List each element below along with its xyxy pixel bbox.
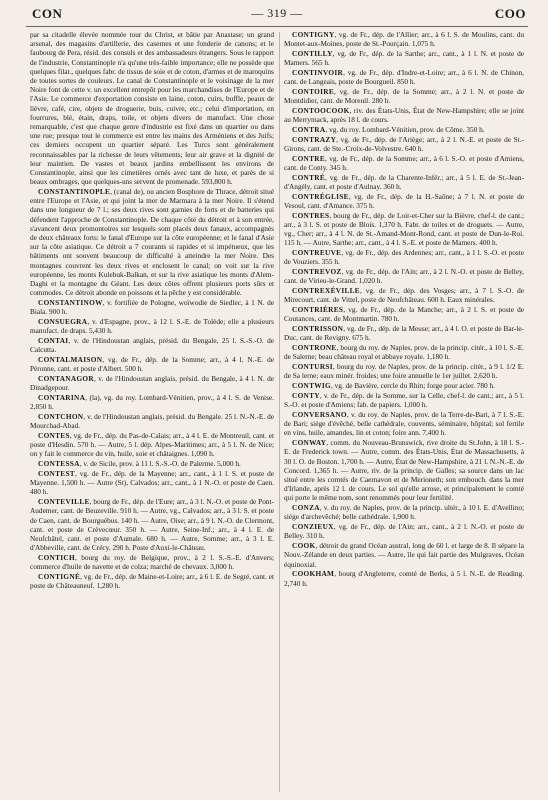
entry-headword: CONTIGNÉ [38, 572, 81, 582]
dictionary-entry: CONSTANTINOPLE, (canal de), ou ancien Bosphore de Thrace, détroit situé entre l'Europe et l'Asie, et qui joint la mer de Marmara à la mer Noire. Il s'étend dans une longueur de 7 l.; ses deux rives sont garnies de forts et de batteries qui défendent l'approche de Constantinople. De chaque côté du détroit et à son entrée, s'avancent deux promontoires sur lesquels sont placés deux fanaux, accompagnés de deux châteaux forts: le fanal d'Europe sur la côte européenne; et le fanal d'Asie sur la côte asiatique. Ce détroit a 7 courants si rapides et si impétueux, que les bâtiments ont souvent beaucoup de difficulté à atteindre la mer Noire. Des montagnes couvrent les deux rives et enclosent le canal; on voit sur la rive européenne, les monts Kulebuk-Balkan, et sur la rive asiatique les monts d'Alem-Daghi et la montagne du Géant. Les deux côtes offrent plusieurs ports sûrs et commodes. Ce détroit abonde en poissons et la pêche y est considérable. [30, 187, 274, 298]
dictionary-entry: CONTRISSON, vg. de Fr., dép. de la Meuse; arr., à 4 l. O. et poste de Bar-le-Duc, cant. de Revigny. 675 h. [284, 324, 524, 343]
dictionary-entry: CONTINVOIR, vg. de Fr., dép. d'Indre-et-Loire; arr., à 6 l. N. de Chinon, cant. de Langeais, poste de Bourgueil. 850 h. [284, 68, 524, 87]
entry-headword: CONTRE [292, 153, 326, 163]
dictionary-entry: CONZIEUX, vg. de Fr., dép. de l'Ain; arr., cant., à 2 l. N.-O. et poste de Belley. 310 h. [284, 522, 524, 541]
entry-headword: CONTARINA [38, 393, 86, 403]
entry-text: vg. de Fr., dép. de la Manche; arr., à 2 l. S. et poste de Coutances, cant. de Montmartin. 780 h. [284, 305, 524, 324]
dictionary-entry: CONTRIÈRES, vg. de Fr., dép. de la Manche; arr., à 2 l. S. et poste de Coutances, cant. de Montmartin. 780 h. [284, 305, 524, 324]
entry-headword: CONWAY [292, 438, 327, 448]
dictionary-entry: CONWAY, comm. du Nouveau-Brunswick, rive droite du St.John, à 18 l. S.-E. de Frederick town. — Autre, comm. des États-Unis, État de Massachusetts, à 30 l. O. de Boston. 1,700 h. — Autre, État de New-Hampshire, à 21 l. N.-N.-E. de Concord. 1,365 h. — Autre, riv. de la princip. de Galles; sa source dans un lac situé entre les comtés de Caernavon et de Merioneth; son embouch. dans la mer d'Irlande, après 12 l. de cours. Le sol qu'elle arrose, et principalement le comté qui porte le même nom, sont renommés pour leur fertilité. [284, 438, 524, 503]
entry-headword: CONTILLY [292, 49, 333, 58]
entry-text: bourg de Fr., dép. de l'Eure; arr., à 3 l. N.-O. et poste de Pont-Audemer, cant. de Beuzeville. 910 h. — Autre, vg., Calvados; arr., à 3 l. S. et poste de Caen, cant. de Bourguébus. 140 h. — Autre, Oise; arr., à 9 l. N.-O. de Clermont, cant. et poste de Crèvecœur. 350 h. — Autre, Seine-Inf.; arr., à 4 l. E. de Neufchâtel, cant. et poste d'Aumale. 680 h. — Autre, Somme; arr., à 3 l. E. d'Abbeville, cant. de Crécy. 290 h. Poste d'Auxi-le-Château. [30, 497, 274, 553]
running-head-left: CON [32, 6, 63, 21]
entry-text: vg. de Fr., dép. de Maine-et-Loire; arr., à 6 l. E. de Segré, cant. et poste de Châteauneuf. 1,280 h. [30, 572, 274, 591]
entry-headword: CONTURSI [292, 362, 333, 372]
entry-text: bourg de Fr., dép. de Loir-et-Cher sur la Bièvre, chef-l. de cant.; arr., à 3 l. S. et poste de Blois. 1,370 h. Fabr. de toiles et de droguets. — Autre, vg., Cher; arr., à 4 l. N. de St.-Amand-Mont-Rond, cant. et poste de Dun-le-Roi. 115 h. — Autre, Sarthe; arr., cant., à 4 l. S.-E. et poste de Mamers. 400 h. [284, 210, 524, 248]
entry-headword: CONTRÉ [292, 172, 326, 182]
entry-text: vg. de Fr., dép. de la Somme; arr., à 6 l. S.-O. et poste d'Amiens, cant. de Conty. 345 h. [284, 153, 524, 172]
dictionary-entry: CONTARINA, (la), vg. du roy. Lombard-Vénitien, prov., à 4 l. S. de Venise. 2,850 h. [30, 393, 274, 412]
dictionary-entry: CONTCHON, v. de l'Hindoustan anglais, présid. du Bengale. 25 l. N.-N.-E. de Mourchad-Abad. [30, 412, 274, 431]
dictionary-entry: CONTREUVE, vg. de Fr., dép. des Ardennes; arr., cant., à 1 l. S.-O. et poste de Vouziers. 355 h. [284, 248, 524, 267]
entry-headword: CONTRIÈRES [292, 305, 344, 315]
entry-headword: CONTRÉGLISE [292, 191, 349, 201]
entry-text: vg. de Fr., dép. d'Indre-et-Loire; arr., à 6 l. N. de Chinon, cant. de Langeais, poste de Bourgueil. 850 h. [284, 68, 524, 87]
dictionary-entry: CONTEST, vg. de Fr., dép. de la Mayenne; arr., cant., à 1 l. S. et poste de Mayenne. 1,500 h. — Autre (St), Calvados; arr., cant., à 1 N.-O. et poste de Caen. 480 h. [30, 469, 274, 497]
entry-text: (canal de), ou ancien Bosphore de Thrace, détroit situé entre l'Europe et l'Asie, et qui joint la mer de Marmara à la mer Noire. Il s'étend dans une longueur de 7 l.; ses deux rives sont garnies de forts et de batteries qui défendent l'approche de Constantinople. De chaque côté du détroit et à son entrée, s'avancent deux promontoires sur lesquels sont placés deux fanaux, accompagnés de deux châteaux forts: le fanal d'Europe sur la côte européenne; et le fanal d'Asie sur la côte asiatique. Ce détroit a 7 courants si rapides et si impétueux, que les bâtiments ont souvent beaucoup de difficulté à atteindre la mer Noire. Des montagnes couvrent les deux rives et enclosent le canal; on voit sur la rive européenne, les monts Kulebuk-Balkan, et sur la rive asiatique les monts d'Alem-Daghi et la montagne du Géant. Les deux côtes offrent plusieurs ports sûrs et commodes. Ce détroit abonde en poissons et la pêche y est considérable. [30, 187, 274, 298]
entry-text: bourg d'Angleterre, comté de Berks, à 5 l. N.-E. de Reading. 2,740 h. [284, 569, 524, 588]
entry-text: v. d'Espagne, prov., à 12 l. S.-E. de Tolède; elle a plusieurs manufact. de draps. 5,430 h. [30, 317, 274, 336]
entry-headword: CONTANAGOR [38, 374, 94, 384]
entry-text: vg. de Fr., dép. des Vosges; arr., à 7 l. S.-O. de Mirecourt, cant. de Vittel, poste de Neufchâteau. 600 h. Eaux minérales. [284, 286, 524, 305]
dictionary-entry: CONTANAGOR, v. de l'Hindoustan anglais, présid. du Bengale, à 4 l. N. de Dinadgepour. [30, 374, 274, 393]
entry-text: vg. du roy. Lombard-Vénitien, prov. de Côme. 350 h. [329, 125, 485, 134]
dictionary-entry: CONSTANTINOW, v. fortifiée de Pologne, woïwodie de Siedlec, à 1 N. de Biala. 900 h. [30, 298, 274, 317]
dictionary-entry: CONTRONE, bourg du roy. de Naples, prov. de la princip. citér., à 10 l. S.-E. de Salerne; beau château royal et abbaye royale. 1,180 h. [284, 343, 524, 362]
dictionary-entry: CONTRAZY, vg. de Fr., dép. de l'Ariège; arr., à 2 l. N.-E. et poste de St.-Girons, cant. de Ste.-Croix-de-Volvestre. 640 h. [284, 134, 524, 153]
dictionary-entry: CONTOOCOOK, riv. des États-Unis, État de New-Hampshire; elle se joint au Merrymack, après 18 l. de cours. [284, 106, 524, 125]
entry-headword: CONTESSA [38, 459, 80, 469]
dictionary-entry: CONTESSA, v. de Sicile, prov. à 11 l. S.-S.-O. de Palerme. 5,000 h. [38, 459, 241, 469]
entry-text: v. du roy. de Naples, prov. de la Terre-de-Bari, à 7 l. S.-E. de Bari; siége d'évêché, belle cathédrale, couvents, séminaire, hôpital; sol fertile en vins, huile, amandes, lin et coton; foire ann. 7,400 h. [284, 410, 524, 438]
entry-text: bourg du roy. de Naples, prov. de la princip. citér., à 10 l. S.-E. de Salerne; beau château royal et abbaye royale. 1,180 h. [284, 343, 524, 362]
entry-headword: CONTOIRE [292, 87, 335, 96]
entry-headword: CONTREUVE [292, 248, 342, 258]
entry-text: vg. de Fr., dép. de la Meuse; arr., à 4 l. O. et poste de Bar-le-Duc, cant. de Revigny. 675 h. [284, 324, 524, 343]
entry-headword: CONTES [38, 431, 70, 441]
entry-headword: CONTAI [38, 336, 69, 346]
entry-text: vg. de Fr., dép. de l'Ain; arr., cant., à 2 l. N.-O. et poste de Belley. 310 h. [284, 522, 524, 541]
page-header [26, 6, 528, 27]
entry-headword: CONVERSANO [292, 410, 347, 419]
entry-text: vg. de Fr., dép. du Pas-de-Calais; arr., à 4 l. E. de Montreuil, cant. et poste d'Hesdin. 570 h. — Autre, 5 l. dép. Alpes-Maritimes; arr., à 5 l. N. de Nice; on y fait le commerce du vin, huile, soie et châtaignes. 1,090 h. [30, 431, 274, 459]
entry-headword: CONTINVOIR [292, 68, 344, 77]
entry-headword: CONTREVOZ [292, 267, 342, 277]
entry-text: comm. du Nouveau-Brunswick, rive droite du St.John, à 18 l. S.-E. de Frederick town. — Autre, comm. des États-Unis, État de Massachusetts, à 30 l. O. de Boston. 1,700 h. — Autre, État de New-Hampshire, à 21 l. N.-N.-E. de Concord. 1,365 h. — Autre, riv. de la princip. de Galles; sa source dans un lac situé entre les comtés de Caernavon et de Merioneth; son embouch. dans la mer d'Irlande, après 12 l. de cours. Le sol qu'elle arrose, et principalement le comté qui porte le même nom, sont renommés pour leur fertilité. [284, 438, 524, 503]
entry-headword: CONSUEGRA [38, 317, 88, 327]
entry-text: v. de l'Hindoustan anglais, présid. du Bengale. 25 l. N.-N.-E. de Mourchad-Abad. [30, 412, 274, 431]
page-number: — 319 — [251, 6, 303, 20]
entry-headword: CONTWIG [292, 381, 331, 391]
entry-text: v. de l'Hindoustan anglais, présid. du Bengale, à 4 l. N. de Dinadgepour. [30, 374, 274, 393]
entry-text: vg. de Fr., dép. de la H.-Saône; à 7 l. N. et poste de Vesoul, cant. d'Amance. 375 h. [284, 191, 524, 210]
dictionary-entry: CONTREXÉVILLE, vg. de Fr., dép. des Vosges; arr., à 7 l. S.-O. de Mirecourt, cant. de Vittel, poste de Neufchâteau. 600 h. Eaux minérales. [284, 286, 524, 305]
entry-headword: CONTRISSON [292, 324, 344, 334]
dictionary-entry: CONTWIG, vg. de Bavière, cercle du Rhin; forge pour acier. 780 h. [292, 381, 495, 391]
right-column [284, 30, 524, 794]
dictionary-entry: CONTIGNY, vg. de Fr., dép. de l'Allier; arr., à 6 l. S. de Moulins, cant. du Montet-aux-Moines, poste de St.-Pourçain. 1,075 h. [284, 30, 524, 49]
entry-headword: CONTCHON [38, 412, 84, 422]
left-column [30, 30, 274, 794]
entry-text: v. fortifiée de Pologne, woïwodie de Siedlec, à 1 N. de Biala. 900 h. [30, 298, 274, 317]
dictionary-entry: CONTRÉGLISE, vg. de Fr., dép. de la H.-Saône; à 7 l. N. et poste de Vesoul, cant. d'Amance. 375 h. [284, 191, 524, 210]
entry-headword: CONTEST [38, 469, 75, 479]
entry-text: vg. de Fr., dép. de la Somme; arr., à 4 l. N.-E. de Péronne, cant. et poste d'Albert. 500 h. [30, 355, 274, 374]
entry-text: vg. de Fr., dép. de la Mayenne; arr., cant., à 1 l. S. et poste de Mayenne. 1,500 h. — Autre (St), Calvados; arr., cant., à 1 N.-O. et poste de Caen. 480 h. [30, 469, 274, 497]
entry-headword: CONTRES [292, 210, 330, 220]
dictionary-entry: CONTREVOZ, vg. de Fr., dép. de l'Ain; arr., à 2 l. N.-O. et poste de Belley, cant. de Virieu-le-Grand. 1,020 h. [284, 267, 524, 286]
entry-text: détroit du grand Océan austral, long de 60 l. et large de 8. Il sépare la Nouv.-Zélande en deux parties. — Autre, île qui fait partie des Mulgraves, Océan équinoxial. [284, 541, 524, 569]
dictionary-entry: CONTURSI, bourg du roy. de Naples, prov. de la princip. citér., à 9 l. 1/2 E. de Sa lerne; eaux minér. froides; une foire annuelle le 1er juillet. 2,620 h. [284, 362, 524, 381]
entry-headword: CONTRAZY [292, 134, 337, 144]
entry-text: vg. de Fr., dép. de l'Ain; arr., à 2 l. N.-O. et poste de Belley, cant. de Virieu-le-Grand. 1,020 h. [284, 267, 524, 286]
dictionary-entry: CONTAI, v. de l'Hindoustan anglais, présid. du Bengale, 25 l. S.-S.-O. de Calcutta. [30, 336, 274, 355]
entry-headword: CONZA [292, 503, 320, 513]
dictionary-entry: CONVERSANO, v. du roy. de Naples, prov. de la Terre-de-Bari, à 7 l. S.-E. de Bari; siége d'évêché, belle cathédrale, couvents, séminaire, hôpital; sol fertile en vins, huile, amandes, lin et coton; foire ann. 7,400 h. [284, 410, 524, 438]
dictionary-entry: CONTRE, vg. de Fr., dép. de la Somme; arr., à 6 l. S.-O. et poste d'Amiens, cant. de Conty. 345 h. [284, 153, 524, 172]
dictionary-entry: COOKHAM, bourg d'Angleterre, comté de Berks, à 5 l. N.-E. de Reading. 2,740 h. [284, 569, 524, 588]
dictionary-entry: CONTRES, bourg de Fr., dép. de Loir-et-Cher sur la Bièvre, chef-l. de cant.; arr., à 3 l. S. et poste de Blois. 1,370 h. Fabr. de toiles et de droguets. — Autre, vg., Cher; arr., à 4 l. N. de St.-Amand-Mont-Rond, cant. et poste de Dun-le-Roi. 115 h. — Autre, Sarthe; arr., cant., à 4 l. S.-E. et poste de Mamers. 400 h. [284, 210, 524, 248]
dictionary-entry: CONTY, v. de Fr., dép. de la Somme, sur la Celle, chef-l. de cant.; arr., à 5 l. S.-O. et poste d'Amiens; fab. de papiers. 1,000 h. [284, 391, 524, 410]
entry-text: vg. de Fr., dép. des Ardennes; arr., cant., à 1 l. S.-O. et poste de Vouziers. 355 h. [284, 248, 524, 267]
running-head-right: COO [494, 6, 526, 21]
dictionary-entry: CONTRA, vg. du roy. Lombard-Vénitien, prov. de Côme. 350 h. [292, 125, 485, 134]
entry-text: vg. de Fr., dép. de la Sarthe; arr., cant., à 1 l. N. et poste de Mamers. 565 h. [284, 49, 524, 68]
entry-headword: COOK [292, 541, 316, 551]
dictionary-entry: CONZA, v. du roy. de Naples, prov. de la princip. ultér., à 10 l. E. d'Avellino; siége d'archevêché; belle cathédrale. 1,900 h. [284, 503, 524, 522]
entry-text: v. de Fr., dép. de la Somme, sur la Celle, chef-l. de cant.; arr., à 5 l. S.-O. et poste d'Amiens; fab. de papiers. 1,000 h. [284, 391, 524, 410]
column-divider [279, 32, 280, 792]
entry-text: (la), vg. du roy. Lombard-Vénitien, prov., à 4 l. S. de Venise. 2,850 h. [30, 393, 274, 412]
dictionary-entry: COOK, détroit du grand Océan austral, long de 60 l. et large de 8. Il sépare la Nouv.-Zélande en deux parties. — Autre, île qui fait partie des Mulgraves, Océan équinoxial. [284, 541, 524, 569]
entry-text: vg. de Fr., dép. de l'Ariège; arr., à 2 l. N.-E. et poste de St.-Girons, cant. de Ste.-Croix-de-Volvestre. 640 h. [284, 134, 524, 153]
entry-text: vg. de Bavière, cercle du Rhin; forge pour acier. 780 h. [334, 381, 495, 391]
entry-headword: CONTIGNY [292, 30, 335, 39]
entry-text: v. de l'Hindoustan anglais, présid. du Bengale, 25 l. S.-S.-O. de Calcutta. [30, 336, 274, 355]
dictionary-entry: CONTES, vg. de Fr., dép. du Pas-de-Calais; arr., à 4 l. E. de Montreuil, cant. et poste d'Hesdin. 570 h. — Autre, 5 l. dép. Alpes-Maritimes; arr., à 5 l. N. de Nice; on y fait le commerce du vin, huile, soie et châtaignes. 1,090 h. [30, 431, 274, 459]
entry-headword: COOKHAM [292, 569, 335, 579]
dictionary-entry [30, 30, 274, 186]
dictionary-entry: CONTEVILLE, bourg de Fr., dép. de l'Eure; arr., à 3 l. N.-O. et poste de Pont-Audemer, cant. de Beuzeville. 910 h. — Autre, vg., Calvados; arr., à 3 l. S. et poste de Caen, cant. de Bourguébus. 140 h. — Autre, Oise; arr., à 9 l. N.-O. de Clermont, cant. et poste de Crèvecœur. 350 h. — Autre, Seine-Inf.; arr., à 4 l. E. de Neufchâtel, cant. et poste d'Aumale. 680 h. — Autre, Somme; arr., à 3 l. E. d'Abbeville, cant. de Crécy. 290 h. Poste d'Auxi-le-Château. [30, 497, 274, 553]
entry-headword: CONTOOCOOK [292, 106, 350, 115]
entry-text: vg. de Fr., dép. de la Somme; arr., à 2 l. N. et poste de Montdidier, cant. de Moreuil. 280 h. [284, 87, 524, 106]
dictionary-entry: CONSUEGRA, v. d'Espagne, prov., à 12 l. S.-E. de Tolède; elle a plusieurs manufact. de draps. 5,430 h. [30, 317, 274, 336]
entry-text: v. du roy. de Naples, prov. de la princip. ultér., à 10 l. E. d'Avellino; siége d'archevêché; belle cathédrale. 1,900 h. [284, 503, 524, 522]
dictionary-entry: CONTILLY, vg. de Fr., dép. de la Sarthe; arr., cant., à 1 l. N. et poste de Mamers. 565 h. [284, 49, 524, 68]
dictionary-entry: CONTALMAISON, vg. de Fr., dép. de la Somme; arr., à 4 l. N.-E. de Péronne, cant. et poste d'Albert. 500 h. [30, 355, 274, 374]
dictionary-entry: CONTICH, bourg du roy. de Belgique, prov., à 2 l. S.-S.-E. d'Anvers; commerce d'huile de navette et de colza; marché de chevaux. 3,000 h. [30, 553, 274, 572]
entry-text: par sa citadelle élevée nommée tour du Christ, et bâtie par Anastase; un grand arsenal, des magasins d'artillerie, des casernes et une fonderie de canons; et le faubourg de Pera, résid. des consuls et des ambassadeurs étrangers. Sous le rapport de l'industrie, Constantinople n'a qu'une très-faible importance; elle ne possède que quelques filat., quelques fabr. de tissus de soie et de coton, d'armes et de maroquins de toutes sortes de couleurs. Le canal de Constantinople et le voisinage de la mer Noire font de cette v. un excellent entrepôt pour les marchandises de l'Europe et de l'Asie. Le commerce d'exportation consiste en laine, coton, cuirs, buffle, peaux de lièvre, café, cire, objets de droguerie, buis, cuivre, etc.; celui d'importation, en fourrures, blé, étain, draps, toile, et objets divers de manufact. Une chose remarquable, c'est que chaque genre d'industrie est fixé dans un quartier ou dans une rue; presque tout le commerce est entre les mains des Arméniens et des Juifs; ces derniers occupent un quartier séparé. Les Turcs sont généralement reconnaissables par la richesse de leurs vêtements; leur air grave et la dignité de leur maintien. De vastes et beaux jardins embellissent les environs de Constantinople, ainsi que les cimetières ornés avec tant de luxe, et parés de si beaux ombrages, que quelques-uns servent de promenade. 593,800 h. [30, 30, 274, 187]
entry-headword: CONTRONE [292, 343, 337, 353]
entry-headword: CONTRA [292, 125, 326, 134]
entry-headword: CONZIEUX [292, 522, 334, 532]
entry-text: bourg du roy. de Belgique, prov., à 2 l. S.-S.-E. d'Anvers; commerce d'huile de navette et de colza; marché de chevaux. 3,000 h. [30, 553, 274, 572]
entry-text: v. de Sicile, prov. à 11 l. S.-S.-O. de Palerme. 5,000 h. [83, 459, 241, 469]
entry-text: vg. de Fr., dép. de la Charente-Infér.; arr., à 5 l. E. de St.-Jean-d'Angély, cant. et poste d'Aulnay. 360 h. [284, 172, 524, 191]
entry-text: bourg du roy. de Naples, prov. de la princip. citér., à 9 l. 1/2 E. de Sa lerne; eaux minér. froides; une foire annuelle le 1er juillet. 2,620 h. [284, 362, 524, 381]
entry-headword: CONTALMAISON [38, 355, 103, 365]
dictionary-entry: CONTIGNÉ, vg. de Fr., dép. de Maine-et-Loire; arr., à 6 l. E. de Segré, cant. et poste de Châteauneuf. 1,280 h. [30, 572, 274, 591]
entry-headword: CONTREXÉVILLE [292, 286, 360, 296]
entry-headword: CONTICH [38, 553, 75, 563]
entry-headword: CONSTANTINOPLE [38, 187, 111, 197]
dictionary-entry: CONTOIRE, vg. de Fr., dép. de la Somme; arr., à 2 l. N. et poste de Montdidier, cant. de Moreuil. 280 h. [284, 87, 524, 106]
entry-text: vg. de Fr., dép. de l'Allier; arr., à 6 l. S. de Moulins, cant. du Montet-aux-Moines, poste de St.-Pourçain. 1,075 h. [284, 30, 524, 49]
entry-headword: CONTEVILLE [38, 497, 90, 507]
entry-headword: CONTY [292, 391, 320, 400]
dictionary-entry: CONTRÉ, vg. de Fr., dép. de la Charente-Infér.; arr., à 5 l. E. de St.-Jean-d'Angély, cant. et poste d'Aulnay. 360 h. [284, 172, 524, 191]
entry-headword: CONSTANTINOW [38, 298, 103, 308]
entry-text: riv. des États-Unis, État de New-Hampshire; elle se joint au Merrymack, après 18 l. de cours. [284, 106, 524, 125]
